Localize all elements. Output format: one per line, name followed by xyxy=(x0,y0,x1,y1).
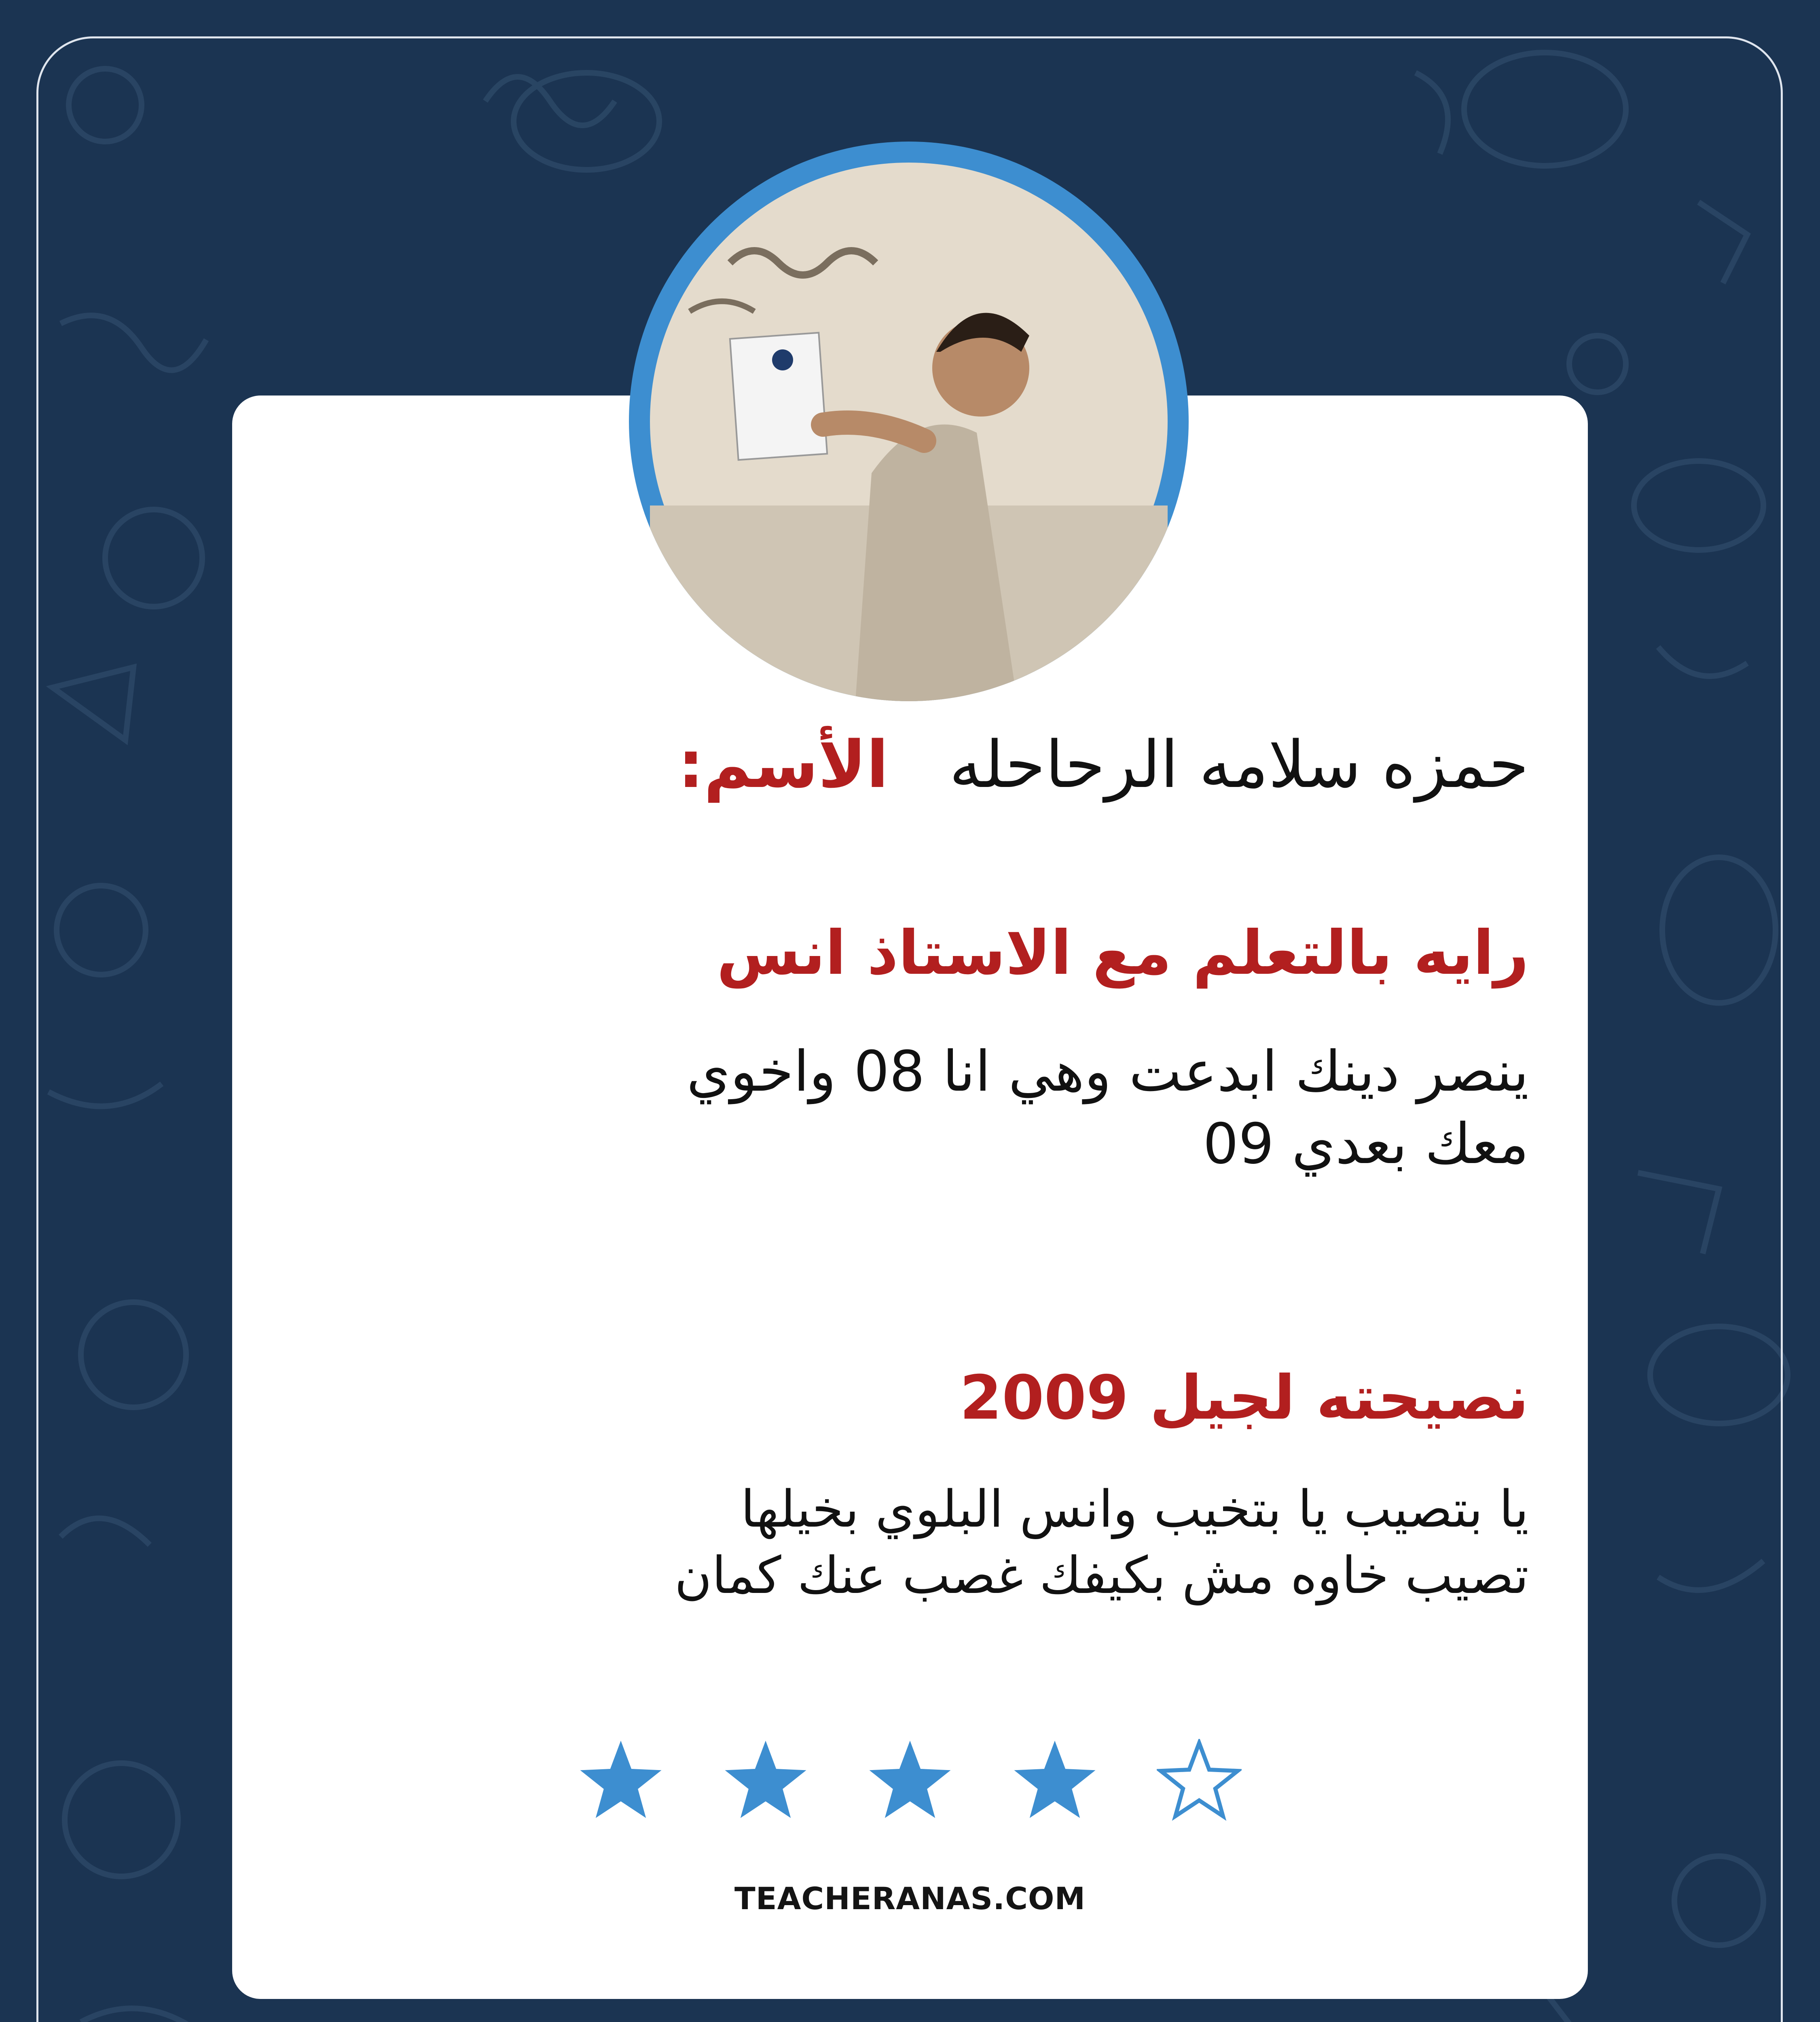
advice-heading: نصيحته لجيل 2009 xyxy=(959,1363,1529,1433)
advice-line: تصيب خاوه مش بكيفك غصب عنك كمان xyxy=(674,1545,1529,1605)
star-rating xyxy=(578,1739,1242,1824)
star-icon xyxy=(578,1739,663,1824)
star-icon xyxy=(723,1739,808,1824)
star-icon xyxy=(868,1739,952,1824)
advice-line: يا بتصيب يا بتخيب وانس البلوي بخيلها xyxy=(741,1479,1529,1539)
opinion-line: ينصر دينك ابدعت وهي انا 08 واخوي xyxy=(686,1039,1529,1104)
advice-text xyxy=(675,1476,1529,1609)
student-name: حمزه سلامه الرحاحله xyxy=(949,726,1529,802)
name-label: الأسم: xyxy=(678,726,889,802)
opinion-line: معك بعدي 09 xyxy=(1203,1111,1529,1177)
star-icon xyxy=(1012,1739,1097,1824)
star-outline-icon xyxy=(1157,1739,1242,1824)
opinion-text xyxy=(687,1035,1529,1180)
website-url: TEACHERANAS.COM xyxy=(734,1880,1086,1916)
opinion-heading: رايه بالتعلم مع الاستاذ انس xyxy=(717,918,1529,988)
name-row xyxy=(678,720,1529,809)
profile-photo xyxy=(629,142,1189,701)
